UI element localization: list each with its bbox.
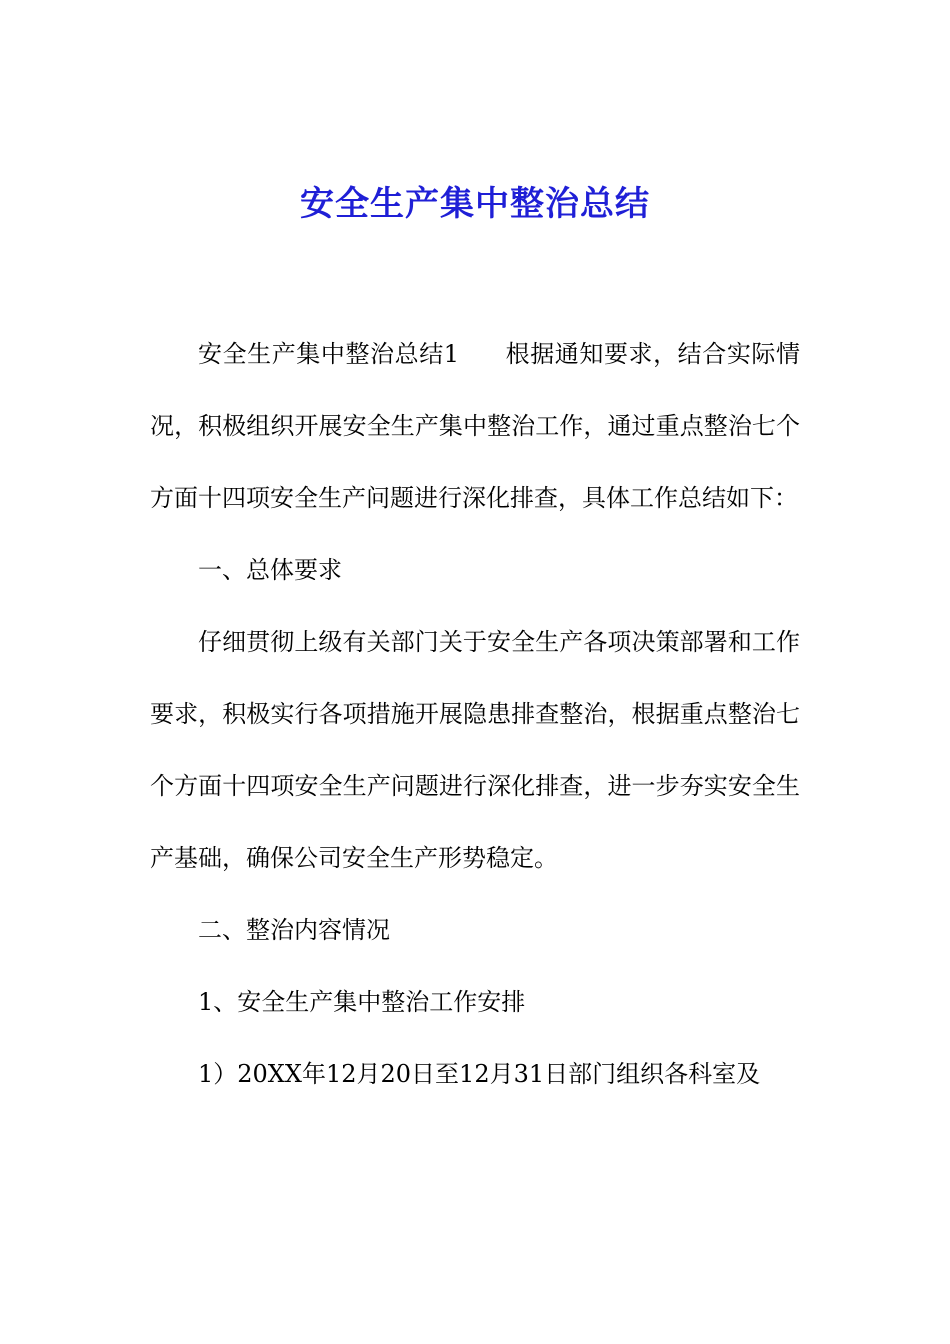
document-title: 安全生产集中整治总结 xyxy=(300,184,650,224)
intro-lead: 安全生产集中整治总结1 xyxy=(198,340,460,368)
paragraph-requirements: 仔细贯彻上级有关部门关于安全生产各项决策部署和工作要求，积极实行各项措施开展隐患排查整治，根据重点整治七个方面十四项安全生产问题进行深化排查，进一步夯实安全生产基础，确保公司安全生产形势稳定。 xyxy=(150,628,800,872)
section-heading-2: 二、整治内容情况 xyxy=(198,916,390,944)
subsection-heading-1: 1、安全生产集中整治工作安排 xyxy=(198,988,526,1016)
intro-text: 根据通知要求，结合实际情况，积极组织开展安全生产集中整治工作，通过重点整治七个方面十四项安全生产问题进行深化排查，具体工作总结如下： xyxy=(150,340,800,512)
paragraph-intro xyxy=(150,318,800,534)
document-body xyxy=(150,318,800,1110)
section-heading-1: 一、总体要求 xyxy=(198,556,342,584)
paragraph-schedule: 1）20XX年12月20日至12月31日部门组织各科室及 xyxy=(198,1060,761,1088)
